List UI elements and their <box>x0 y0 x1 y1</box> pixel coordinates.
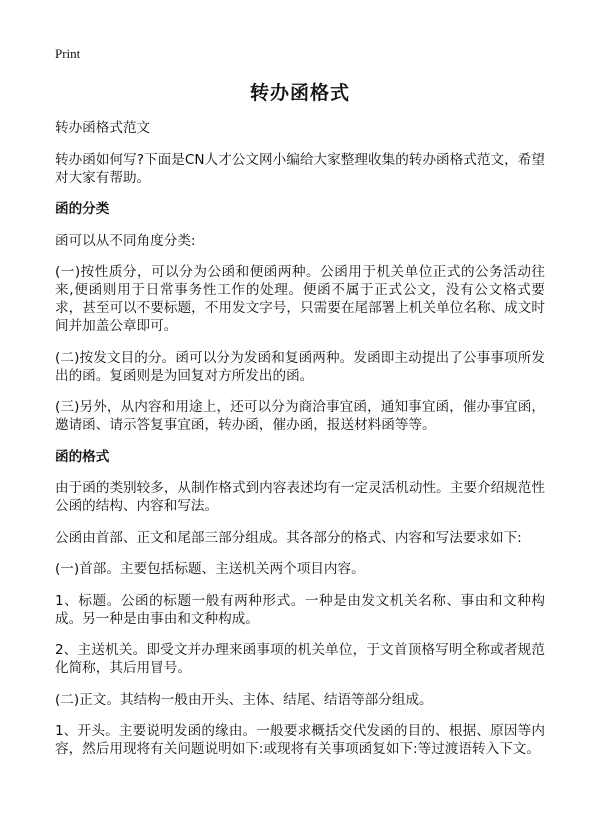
section-heading: 函的分类 <box>55 201 110 217</box>
paragraph: (三)另外，从内容和用途上，还可以分为商洽事宜函，通知事宜函，催办事宜函，邀请函、请示答复事宜函，转办函，催办函，报送材料函等等。 <box>55 399 545 433</box>
section-heading: 函的格式 <box>55 448 110 465</box>
paragraph: 函可以从不同角度分类: <box>55 232 196 249</box>
document-title: 转办函格式 <box>249 82 350 104</box>
paragraph: 1、标题。公函的标题一般有两种形式。一种是由发文机关名称、事由和文种构成。另一种是由事由和文种构成。 <box>55 592 545 627</box>
print-link[interactable]: Print <box>55 46 81 61</box>
paragraph: 转办函格式范文 <box>55 120 151 136</box>
paragraph: (二)按发文目的分。函可以分为发函和复函两种。发函即主动提出了公事事项所发出的函。复函则是为回复对方所发出的函。 <box>55 349 545 384</box>
paragraph: 公函由首部、正文和尾部三部分组成。其各部分的格式、内容和写法要求如下: <box>55 529 522 546</box>
paragraph: (一)首部。主要包括标题、主送机关两个项目内容。 <box>55 561 365 577</box>
paragraph: 2、主送机关。即受文并办理来函事项的机关单位，于文首顶格写明全称或者规范化简称，其后用冒号。 <box>55 642 545 676</box>
paragraph: 由于函的类别较多，从制作格式到内容表述均有一定灵活机动性。主要介绍规范性公函的结构、内容和写法。 <box>55 480 545 514</box>
paragraph: 1、开头。主要说明发函的缘由。一般要求概括交代发函的目的、根据、原因等内容，然后用现将有关问题说明如下:或现将有关事项函复如下:等过渡语转入下文。 <box>55 723 545 757</box>
paragraph: 转办函如何写?下面是CN人才公文网小编给大家整理收集的转办函格式范文，希望对大家有帮助。 <box>55 151 545 186</box>
document-body <box>55 119 545 758</box>
paragraph: (一)按性质分，可以分为公函和便函两种。公函用于机关单位正式的公务活动往来,便函则用于日常事务性工作的处理。便函不属于正式公文，没有公文格式要求，甚至可以不要标题，不用发文字号，只需要在尾部署上机关单位名称、成文时间并加盖公章即可。 <box>55 264 545 334</box>
paragraph: (二)正文。其结构一般由开头、主体、结尾、结语等部分组成。 <box>55 691 433 708</box>
document-page <box>55 46 545 772</box>
